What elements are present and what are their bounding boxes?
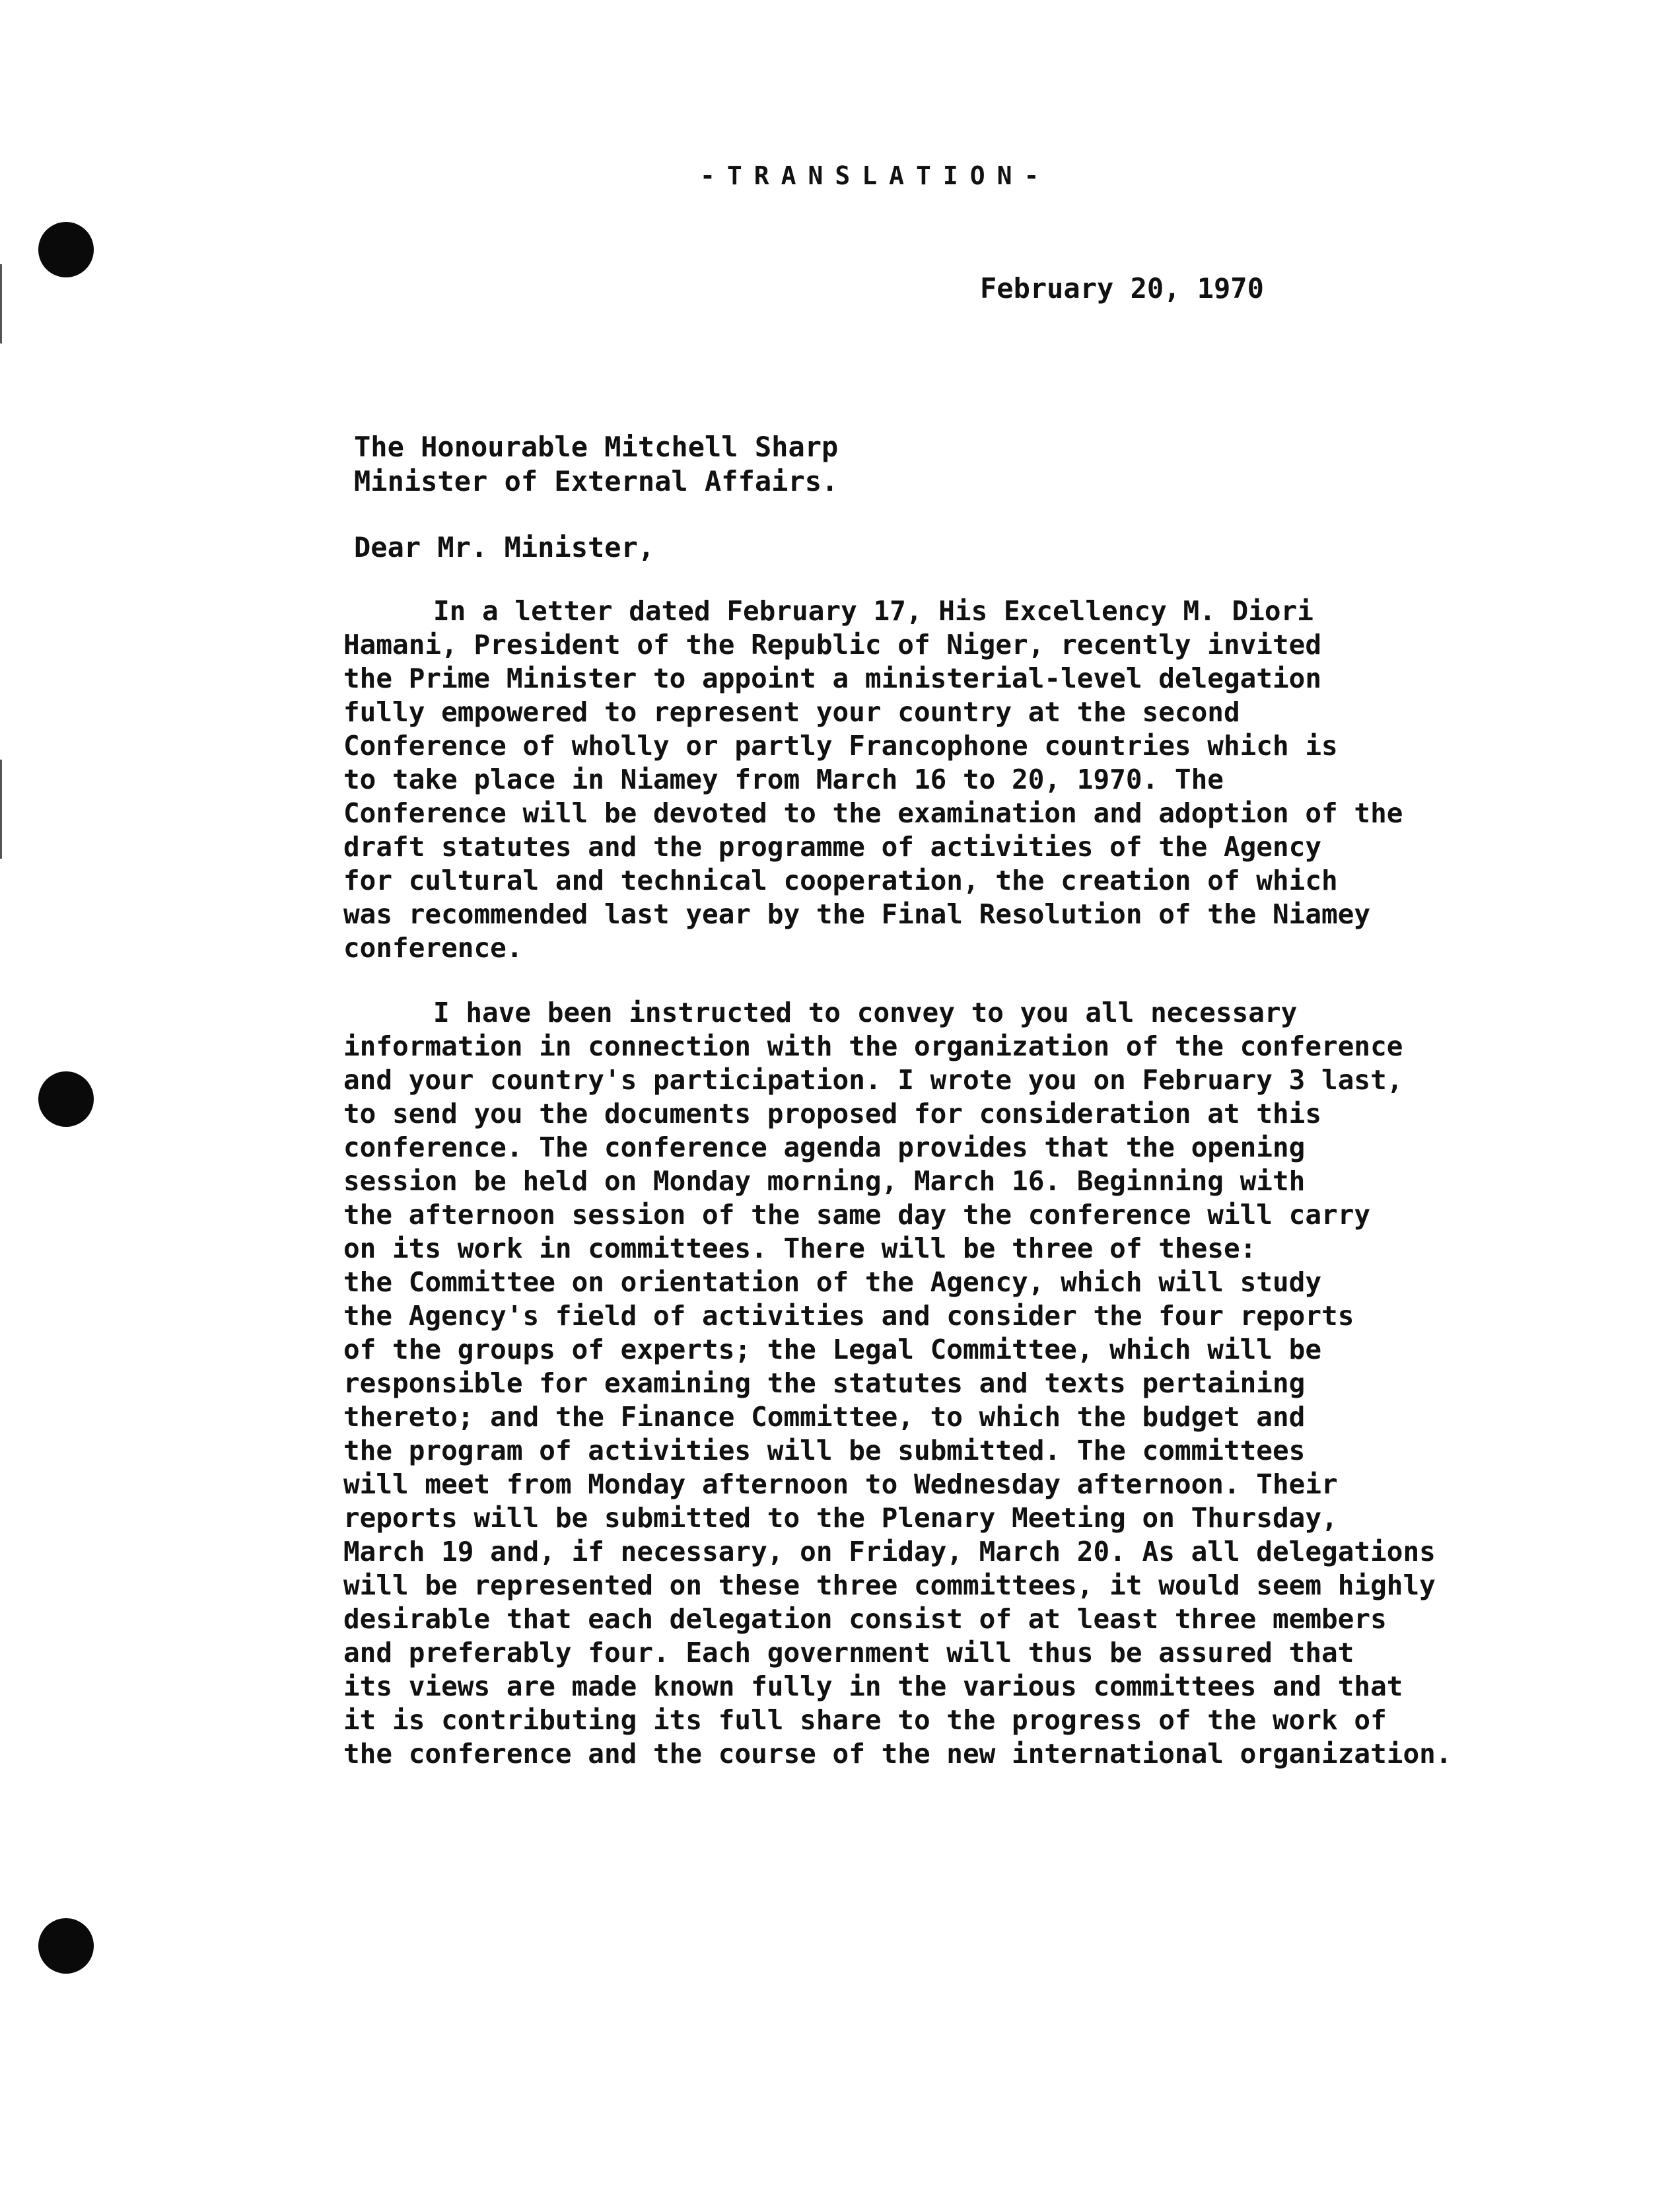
paragraph-line: information in connection with the organization of the conference xyxy=(343,1030,1403,1062)
letter-date: February 20, 1970 xyxy=(980,272,1264,305)
paragraph-line: will meet from Monday afternoon to Wednesday afternoon. Their xyxy=(343,1468,1338,1500)
paragraph-line: desirable that each delegation consist of at least three members xyxy=(343,1603,1387,1635)
body-paragraph-1 xyxy=(343,594,1466,965)
paragraph-line: I have been instructed to convey to you all necessary xyxy=(433,997,1298,1028)
punch-hole xyxy=(38,1071,94,1127)
paragraph-line: Conference of wholly or partly Francophone countries which is xyxy=(343,730,1338,762)
paragraph-line: conference. The conference agenda provides that the opening xyxy=(343,1131,1306,1163)
body-paragraph-2 xyxy=(343,996,1466,1771)
punch-hole xyxy=(38,222,94,277)
paragraph-line: will be represented on these three committees, it would seem highly xyxy=(343,1569,1436,1601)
paragraph-line: on its work in committees. There will be three of these: xyxy=(343,1233,1257,1264)
paragraph-line: draft statutes and the programme of activities of the Agency xyxy=(343,831,1322,863)
paragraph-line: for cultural and technical cooperation, the creation of which xyxy=(343,865,1338,896)
paragraph-line: to take place in Niamey from March 16 to 20, 1970. The xyxy=(343,764,1224,795)
paragraph-line: fully empowered to represent your country at the second xyxy=(343,696,1240,728)
recipient-title: Minister of External Affairs. xyxy=(354,465,839,497)
paragraph-line: its views are made known fully in the various committees and that xyxy=(343,1670,1403,1702)
paragraph-line: the Prime Minister to appoint a ministerial-level delegation xyxy=(343,663,1322,694)
paragraph-line: In a letter dated February 17, His Excellency M. Diori xyxy=(433,595,1313,627)
paragraph-line: it is contributing its full share to the progress of the work of xyxy=(343,1704,1387,1736)
page-edge-mark xyxy=(0,264,2,343)
paragraph-line: Hamani, President of the Republic of Niger, recently invited xyxy=(343,629,1322,661)
paragraph-line: session be held on Monday morning, March 16. Beginning with xyxy=(343,1165,1306,1197)
salutation: Dear Mr. Minister, xyxy=(354,531,655,563)
paragraph-line: the conference and the course of the new international organization. xyxy=(343,1738,1452,1770)
paragraph-line: March 19 and, if necessary, on Friday, March 20. As all delegations xyxy=(343,1536,1436,1567)
paragraph-line: was recommended last year by the Final Resolution of the Niamey xyxy=(343,898,1371,930)
recipient-name: The Honourable Mitchell Sharp xyxy=(354,431,839,463)
paragraph-line: Conference will be devoted to the examination and adoption of the xyxy=(343,797,1403,829)
paragraph-line: of the groups of experts; the Legal Committee, which will be xyxy=(343,1334,1322,1365)
paragraph-line: and your country's participation. I wrote you on February 3 last, xyxy=(343,1064,1403,1096)
paragraph-line: the Agency's field of activities and consider the four reports xyxy=(343,1300,1354,1332)
paragraph-line: responsible for examining the statutes and texts pertaining xyxy=(343,1367,1306,1399)
paragraph-line: conference. xyxy=(343,932,523,964)
paragraph-line: the afternoon session of the same day the conference will carry xyxy=(343,1199,1371,1231)
paragraph-line: to send you the documents proposed for consideration at this xyxy=(343,1098,1322,1130)
paragraph-line: and preferably four. Each government will thus be assured that xyxy=(343,1637,1354,1669)
paragraph-line: thereto; and the Finance Committee, to which the budget and xyxy=(343,1401,1306,1433)
document-heading: -TRANSLATION- xyxy=(700,161,1051,190)
paragraph-line: reports will be submitted to the Plenary Meeting on Thursday, xyxy=(343,1502,1338,1534)
paragraph-line: the Committee on orientation of the Agency, which will study xyxy=(343,1266,1322,1298)
punch-hole xyxy=(38,1918,94,1974)
paragraph-line: the program of activities will be submitted. The committees xyxy=(343,1435,1306,1466)
page-edge-mark xyxy=(0,760,2,859)
